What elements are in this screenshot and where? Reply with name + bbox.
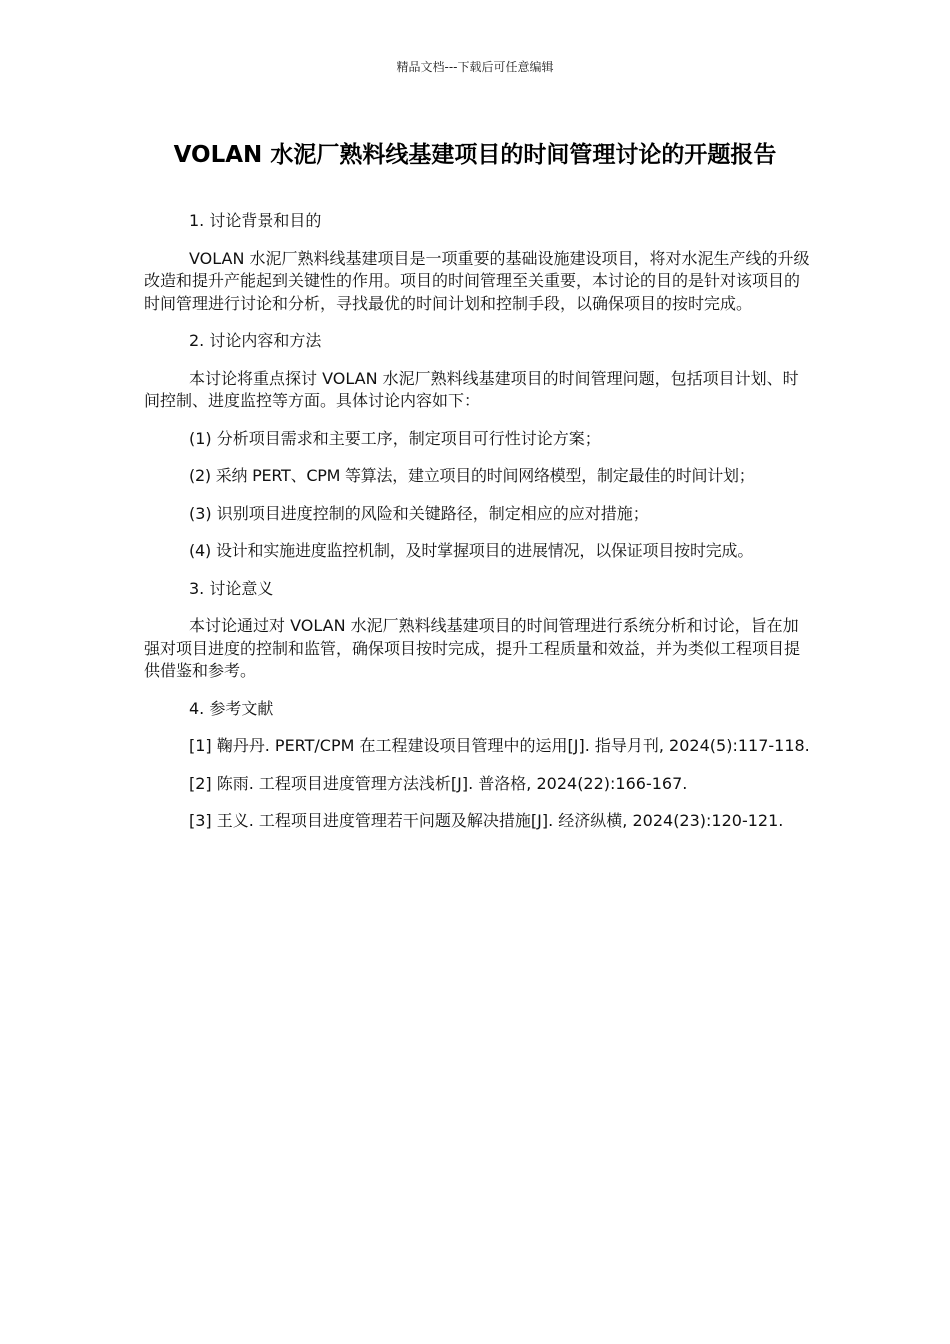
section-3-body: 本讨论通过对 VOLAN 水泥厂熟料线基建项目的时间管理进行系统分析和讨论，旨在加强对项目进度的控制和监管，确保项目按时完成，提升工程质量和效益，并为类似工程项目提供借鉴和参考。 [144,616,801,680]
reference-item: [2] 陈雨. 工程项目进度管理方法浅析[J]. 普洛格, 2024(22):166-167. [189,773,688,793]
section-2-body: 本讨论将重点探讨 VOLAN 水泥厂熟料线基建项目的时间管理问题，包括项目计划、时间控制、进度监控等方面。具体讨论内容如下： [144,368,799,410]
document-title: VOLAN 水泥厂熟料线基建项目的时间管理讨论的开题报告 [173,142,777,168]
reference-item: [1] 鞠丹丹. PERT/CPM 在工程建设项目管理中的运用[J]. 指导月刊, 2024(5):117-118. [189,736,810,755]
section-1-body: VOLAN 水泥厂熟料线基建项目是一项重要的基础设施建设项目，将对水泥生产线的升级改造和提升产能起到关键性的作用。项目的时间管理至关重要，本讨论的目的是针对该项目的时间管理进行讨论和分析，寻找最优的时间计划和控制手段，以确保项目的按时完成。 [144,248,810,313]
section-3-heading: 3. 讨论意义 [189,578,274,598]
list-item: (1) 分析项目需求和主要工序，制定项目可行性讨论方案； [189,428,601,448]
list-item: (2) 采纳 PERT、CPM 等算法，建立项目的时间网络模型，制定最佳的时间计划； [189,466,755,485]
header-note: 精品文档---下载后可任意编辑 [396,60,554,74]
section-4-heading: 4. 参考文献 [189,698,274,718]
section-2-heading: 2. 讨论内容和方法 [189,331,322,350]
document-body [144,210,810,848]
section-1-heading: 1. 讨论背景和目的 [189,211,322,230]
list-item: (3) 识别项目进度控制的风险和关键路径，制定相应的应对措施； [189,503,649,523]
reference-item: [3] 王义. 工程项目进度管理若干问题及解决措施[J]. 经济纵横, 2024(23):120-121. [189,811,784,830]
list-item: (4) 设计和实施进度监控机制，及时掌握项目的进展情况，以保证项目按时完成。 [189,541,754,560]
